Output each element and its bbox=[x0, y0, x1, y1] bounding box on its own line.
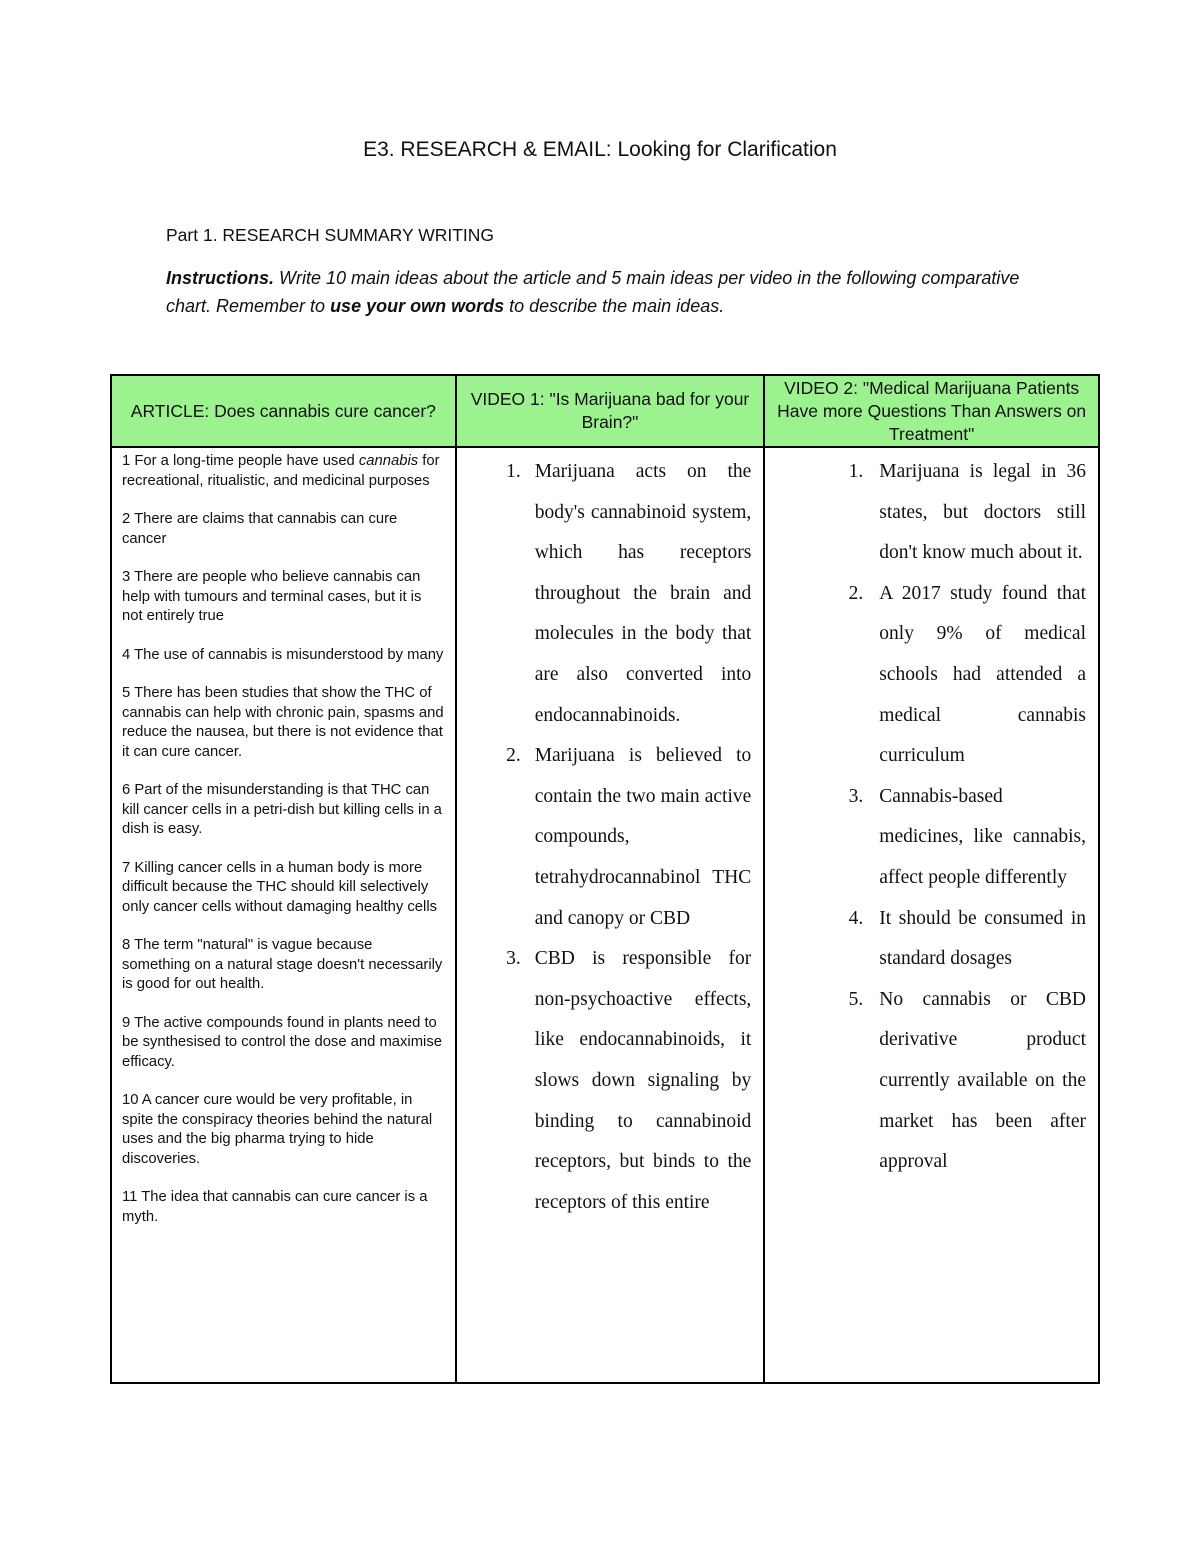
header-video-1: VIDEO 1: "Is Marijuana bad for your Brain?" bbox=[456, 375, 765, 447]
header-article: ARTICLE: Does cannabis cure cancer? bbox=[111, 375, 456, 447]
video-1-idea-text: Marijuana acts on the body's cannabinoid system, which has receptors throughout the brain and molecules in the body that are also converted into endocannabinoids. bbox=[534, 461, 752, 726]
video-2-idea-text: It should be consumed in standard dosages bbox=[879, 907, 1086, 970]
video-2-ideas-list bbox=[765, 448, 1098, 1183]
video-2-idea-text: No cannabis or CBD derivative product currently available on the market has been after approval bbox=[879, 988, 1086, 1173]
article-idea-text: 7 Killing cancer cells in a human body is more difficult because the THC should kill selectively only cancer cells without damaging healthy cells bbox=[122, 859, 438, 915]
article-idea-text: 6 Part of the misunderstanding is that THC can kill cancer cells in a petri-dish but killing cells in a dish is easy. bbox=[122, 782, 442, 837]
video-1-idea-text: CBD is responsible for non-psychoactive effects, like endocannabinoids, it slows down signaling by binding to cannabinoid receptors, but binds to the receptors of this entire bbox=[534, 948, 752, 1213]
video-1-idea-number: 2. bbox=[506, 745, 521, 767]
article-idea-item bbox=[122, 1091, 445, 1169]
video-1-ideas-list bbox=[457, 448, 764, 1223]
video-1-idea-text: Marijuana is believed to contain the two main active compounds, tetrahydrocannabinol THC and canopy or CBD bbox=[534, 745, 752, 929]
article-idea-text: 2 There are claims that cannabis can cure cancer bbox=[122, 511, 398, 547]
video-2-idea-text: Cannabis-based medicines, like cannabis, affect people differently bbox=[879, 785, 1086, 888]
article-idea-emphasis: cannabis bbox=[358, 453, 419, 469]
instructions-text-1: Write 10 main ideas about the article and 5 main ideas per video in the following comparative chart. Remember to bbox=[166, 268, 1020, 316]
article-idea-text: 8 The term "natural" is vague because something on a natural stage doesn't necessarily is good for out health. bbox=[122, 937, 443, 992]
video-2-idea-item bbox=[765, 899, 1086, 980]
video-2-idea-number: 5. bbox=[848, 988, 864, 1010]
comparative-chart bbox=[110, 374, 1100, 1384]
article-ideas-list bbox=[112, 448, 455, 1227]
article-idea-text: 3 There are people who believe cannabis can help with tumours and terminal cases, but it is not entirely true bbox=[122, 569, 422, 624]
video-2-idea-number: 3. bbox=[848, 785, 864, 807]
article-idea-item bbox=[122, 1014, 445, 1073]
video-1-idea-number: 1. bbox=[506, 461, 521, 482]
video-2-idea-item bbox=[765, 777, 1086, 899]
article-idea-item bbox=[122, 859, 445, 918]
part-heading: Part 1. RESEARCH SUMMARY WRITING bbox=[166, 225, 495, 245]
article-idea-item bbox=[122, 452, 445, 491]
article-idea-text-rest: for recreational, ritualistic, and medicinal purposes bbox=[122, 453, 440, 489]
instructions-text-2: to describe the main ideas. bbox=[504, 296, 725, 316]
video-1-idea-item bbox=[457, 452, 752, 736]
video-1-idea-item bbox=[457, 736, 752, 939]
chart-body-row bbox=[111, 447, 1099, 1383]
video-2-idea-number: 4. bbox=[848, 907, 864, 929]
video-1-idea-item bbox=[457, 939, 752, 1223]
document-title: E3. RESEARCH & EMAIL: Looking for Clarification bbox=[363, 138, 837, 161]
article-cell bbox=[111, 447, 456, 1383]
chart-header-row bbox=[111, 375, 1099, 447]
video-2-idea-item bbox=[765, 452, 1086, 574]
article-idea-item bbox=[122, 684, 445, 762]
video-2-idea-text: Marijuana is legal in 36 states, but doctors still don't know much about it. bbox=[879, 461, 1086, 564]
article-idea-text: 4 The use of cannabis is misunderstood by many bbox=[122, 646, 444, 663]
article-idea-item bbox=[122, 568, 445, 627]
video-2-cell bbox=[764, 447, 1099, 1383]
article-idea-item bbox=[122, 646, 445, 666]
article-idea-text: 9 The active compounds found in plants need to be synthesised to control the dose and maximise efficacy. bbox=[122, 1014, 442, 1070]
article-idea-text: 11 The idea that cannabis can cure cancer is a myth. bbox=[122, 1189, 428, 1225]
video-2-idea-item bbox=[765, 574, 1086, 777]
article-idea-item bbox=[122, 781, 445, 840]
instructions-emphasis: use your own words bbox=[330, 296, 505, 316]
video-2-idea-text: A 2017 study found that only 9% of medical schools had attended a medical cannabis curriculum bbox=[879, 582, 1086, 767]
article-idea-text: 10 A cancer cure would be very profitable, in spite the conspiracy theories behind the natural uses and the big pharma trying to hide discoveries. bbox=[122, 1092, 433, 1167]
article-idea-text: 5 There has been studies that show the THC of cannabis can help with chronic pain, spasms and reduce the nausea, but there is not evidence that it can cure cancer. bbox=[122, 685, 444, 760]
article-idea-text: 1 For a long-time people have used bbox=[122, 453, 359, 469]
header-video-2: VIDEO 2: "Medical Marijuana Patients Have more Questions Than Answers on Treatment" bbox=[764, 375, 1099, 447]
article-idea-item bbox=[122, 510, 445, 549]
article-idea-item bbox=[122, 1188, 445, 1227]
video-2-idea-number: 2. bbox=[848, 582, 864, 604]
article-idea-item bbox=[122, 936, 445, 995]
video-1-idea-number: 3. bbox=[506, 948, 521, 970]
video-2-idea-item bbox=[765, 980, 1086, 1183]
video-2-idea-number: 1. bbox=[848, 461, 864, 482]
instructions-paragraph bbox=[166, 264, 1066, 320]
video-1-cell bbox=[456, 447, 765, 1383]
instructions-label: Instructions. bbox=[166, 268, 275, 288]
